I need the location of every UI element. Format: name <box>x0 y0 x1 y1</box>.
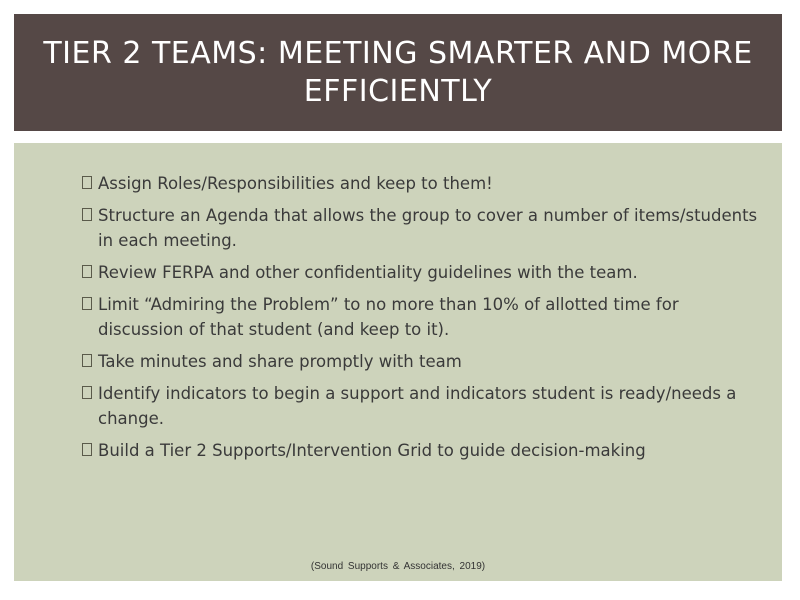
list-item <box>82 203 762 253</box>
square-bullet-icon <box>82 386 92 399</box>
square-bullet-icon <box>82 443 92 456</box>
square-bullet-icon <box>82 208 92 221</box>
list-item <box>82 438 762 463</box>
square-bullet-icon <box>82 297 92 310</box>
bullet-text: Review FERPA and other confidentiality guidelines with the team. <box>98 263 638 282</box>
bullet-text: Take minutes and share promptly with team <box>98 352 462 371</box>
slide-title: TIER 2 TEAMS: MEETING SMARTER AND MORE EFFICIENTLY <box>43 35 753 109</box>
list-item <box>82 292 762 342</box>
bullet-text: Limit “Admiring the Problem” to no more than 10% of allotted time for discussion of that student (and keep to it). <box>98 295 679 339</box>
list-item <box>82 381 762 431</box>
citation: (Sound Supports & Associates, 2019) <box>310 561 486 572</box>
title-bar <box>14 14 782 131</box>
list-item <box>82 349 762 374</box>
bullet-text: Assign Roles/Responsibilities and keep to them! <box>98 174 493 193</box>
content-panel <box>14 143 782 581</box>
bullet-text: Build a Tier 2 Supports/Intervention Grid to guide decision-making <box>98 441 646 460</box>
bullet-text: Identify indicators to begin a support and indicators student is ready/needs a change. <box>98 384 737 428</box>
bullet-list <box>82 171 762 470</box>
square-bullet-icon <box>82 265 92 278</box>
bullet-text: Structure an Agenda that allows the group to cover a number of items/students in each meeting. <box>98 206 758 250</box>
list-item <box>82 260 762 285</box>
square-bullet-icon <box>82 176 92 189</box>
square-bullet-icon <box>82 354 92 367</box>
list-item <box>82 171 762 196</box>
